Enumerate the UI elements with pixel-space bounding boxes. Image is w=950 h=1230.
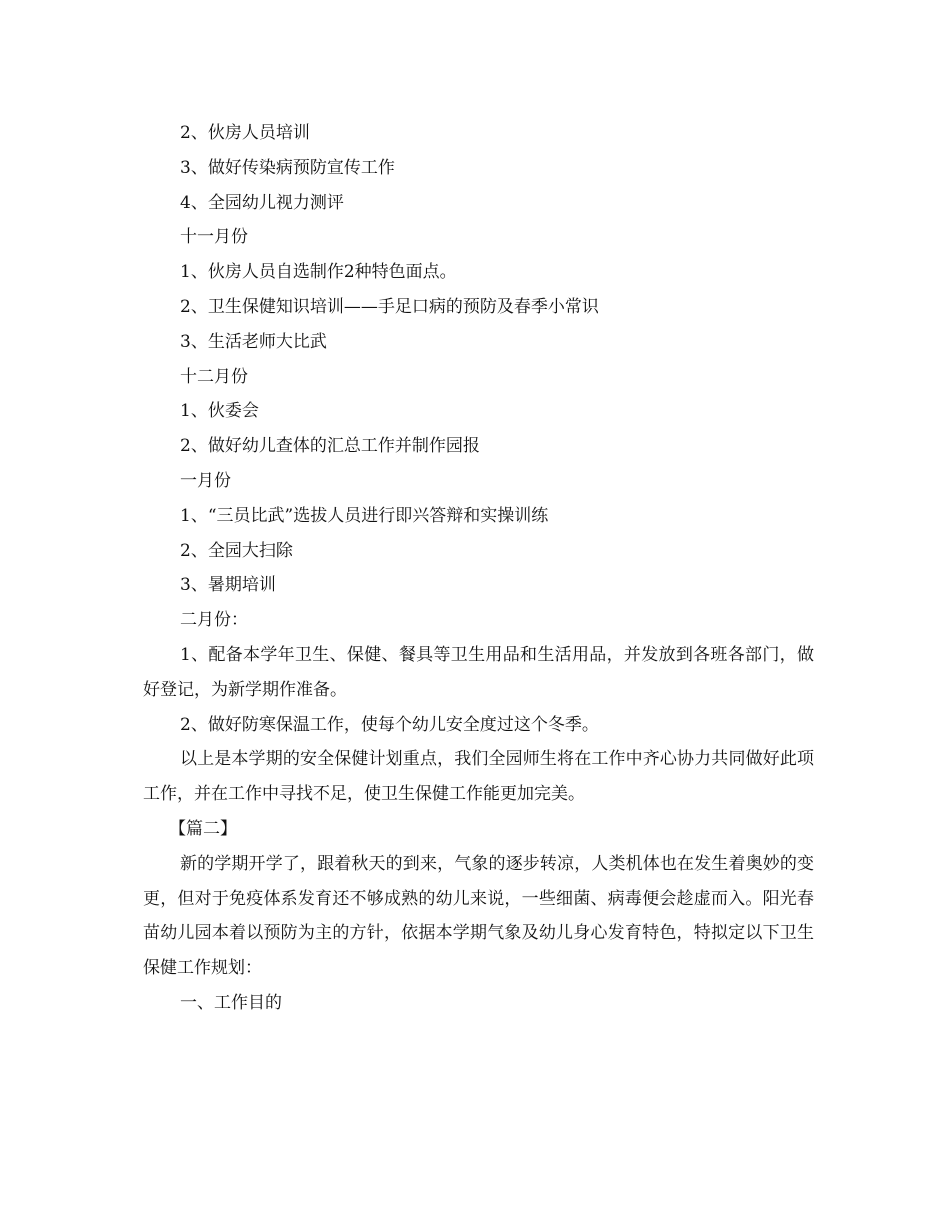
list-item: 4、全园幼儿视力测评 [180,192,344,213]
list-item: 1、伙房人员自选制作2种特色面点。 [180,262,457,283]
list-item: 2、做好幼儿查体的汇总工作并制作园报 [180,436,480,457]
month-heading: 十一月份 [180,227,248,248]
list-item: 2、卫生保健知识培训——手足口病的预防及春季小常识 [180,296,599,317]
section-heading: 【篇二】 [169,818,237,839]
paragraph: 2、做好防寒保温工作，使每个幼儿安全度过这个冬季。 [180,714,599,735]
list-item: 1、伙委会 [180,401,259,422]
month-heading: 十二月份 [180,366,248,387]
list-item: 2、全园大扫除 [180,540,293,561]
list-item: 3、暑期培训 [180,575,276,596]
list-item: 3、生活老师大比武 [180,331,327,352]
paragraph: 以上是本学期的安全保健计划重点，我们全园师生将在工作中齐心协力共同做好此项工作，并在工作中寻找不足，使卫生保健工作能更加完美。 [143,749,814,805]
list-item: 3、做好传染病预防宣传工作 [180,157,395,178]
paragraph: 一、工作目的 [180,992,282,1013]
month-heading: 一月份 [180,470,231,491]
paragraph: 1、配备本学年卫生、保健、餐具等卫生用品和生活用品，并发放到各班各部门，做好登记，为新学期作准备。 [143,644,814,700]
list-item: 2、伙房人员培训 [180,123,310,143]
month-heading: 二月份： [180,610,248,631]
paragraph: 新的学期开学了，跟着秋天的到来，气象的逐步转凉，人类机体也在发生着奥妙的变更，但对于免疫体系发育还不够成熟的幼儿来说，一些细菌、病毒便会趁虚而入。阳光春苗幼儿园本着以预防为主的方针，依据本学期气象及幼儿身心发育特色，特拟定以下卫生保健工作规划： [143,853,814,979]
list-item: 1、“三员比武”选拔人员进行即兴答辩和实操训练 [180,505,549,526]
